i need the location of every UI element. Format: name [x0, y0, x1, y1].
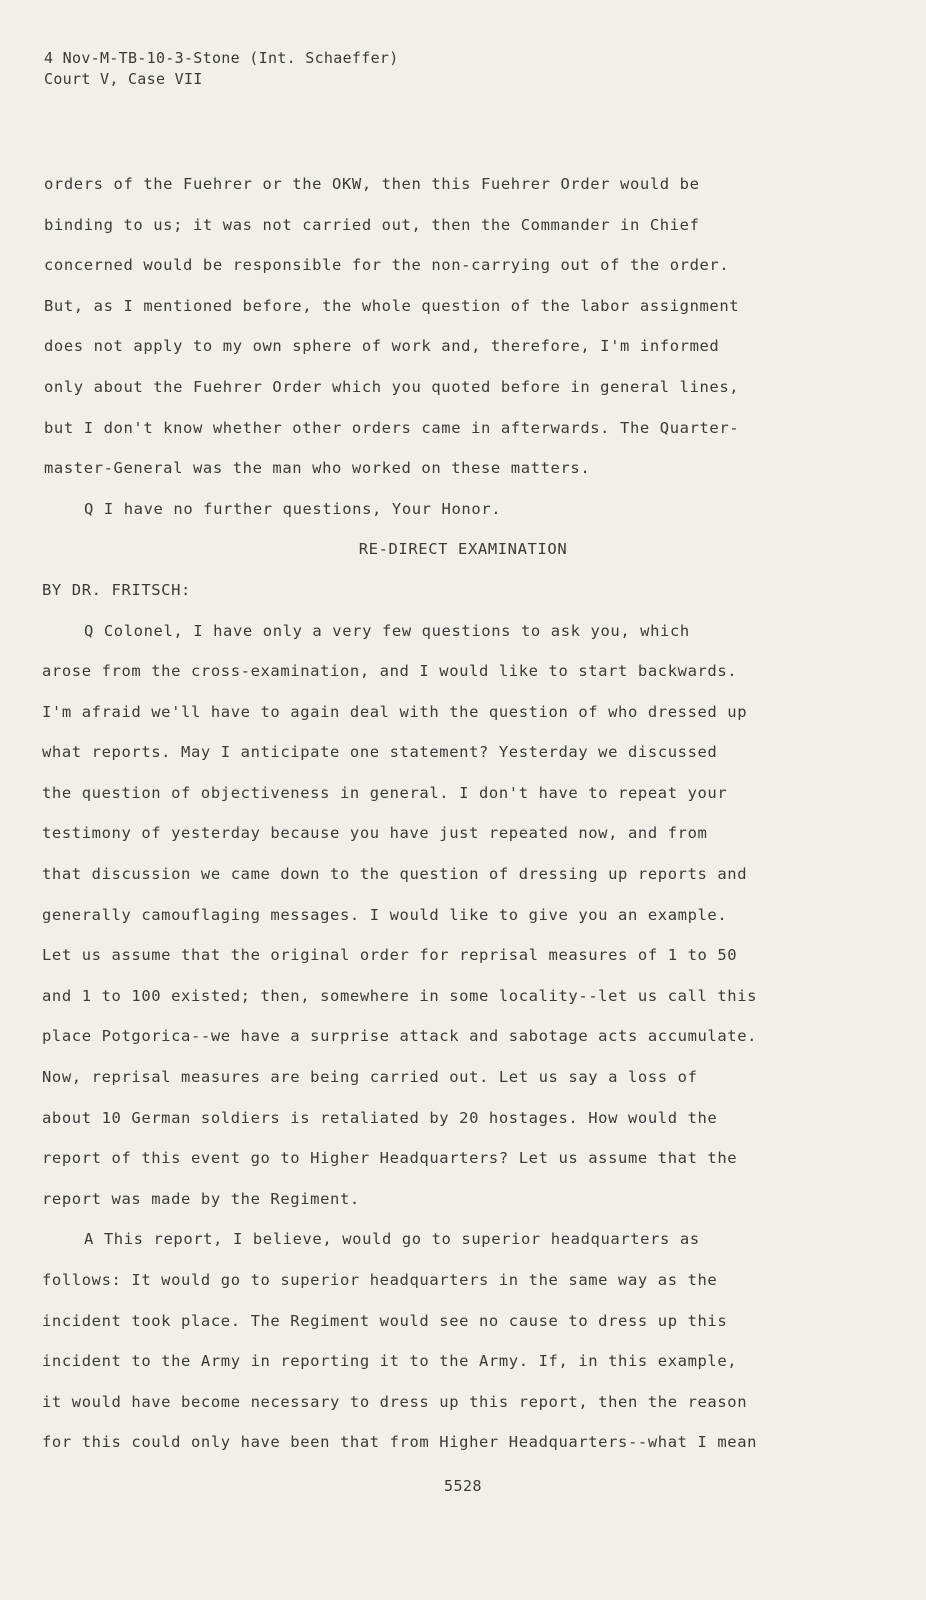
header-line-1: 4 Nov-M-TB-10-3-Stone (Int. Schaeffer): [44, 49, 399, 67]
examiner-label: BY DR. FRITSCH:: [42, 581, 191, 599]
text-line: Let us assume that the original order for reprisal measures of 1 to 50: [42, 946, 738, 964]
text-line: incident to the Army in reporting it to the Army. If, in this example,: [42, 1352, 738, 1370]
text-line: I'm afraid we'll have to again deal with the question of who dressed up: [42, 703, 748, 721]
section-heading: RE-DIRECT EXAMINATION: [358, 540, 568, 558]
text-line: Now, reprisal measures are being carried out. Let us say a loss of: [42, 1068, 698, 1086]
text-line: about 10 German soldiers is retaliated by 20 hostages. How would the: [42, 1109, 718, 1127]
text-line: but I don't know whether other orders came in afterwards. The Quarter-: [44, 419, 740, 437]
text-line: only about the Fuehrer Order which you quoted before in general lines,: [44, 378, 740, 396]
question-line: Q I have no further questions, Your Honor.: [84, 500, 502, 518]
text-line: what reports. May I anticipate one statement? Yesterday we discussed: [42, 743, 718, 761]
text-line: report was made by the Regiment.: [42, 1190, 360, 1208]
text-line: for this could only have been that from Higher Headquarters--what I mean: [42, 1433, 758, 1451]
page-number: 5528: [443, 1477, 483, 1495]
text-line: But, as I mentioned before, the whole question of the labor assignment: [44, 297, 740, 315]
text-line: follows: It would go to superior headquarters in the same way as the: [42, 1271, 718, 1289]
text-line: report of this event go to Higher Headquarters? Let us assume that the: [42, 1149, 738, 1167]
text-line: binding to us; it was not carried out, then the Commander in Chief: [44, 216, 700, 234]
header-line-2: Court V, Case VII: [44, 70, 203, 88]
text-line: master-General was the man who worked on these matters.: [44, 459, 591, 477]
text-line: that discussion we came down to the question of dressing up reports and: [42, 865, 748, 883]
answer-line: A This report, I believe, would go to superior headquarters as: [84, 1230, 700, 1248]
text-line: orders of the Fuehrer or the OKW, then this Fuehrer Order would be: [44, 175, 700, 193]
text-line: generally camouflaging messages. I would like to give you an example.: [42, 906, 728, 924]
text-line: it would have become necessary to dress up this report, then the reason: [42, 1393, 748, 1411]
text-line: place Potgorica--we have a surprise attack and sabotage acts accumulate.: [42, 1027, 758, 1045]
text-line: concerned would be responsible for the non-carrying out of the order.: [44, 256, 730, 274]
text-line: incident took place. The Regiment would see no cause to dress up this: [42, 1312, 728, 1330]
text-line: does not apply to my own sphere of work and, therefore, I'm informed: [44, 337, 720, 355]
document-header: [44, 48, 399, 90]
text-line: and 1 to 100 existed; then, somewhere in some locality--let us call this: [42, 987, 758, 1005]
question-line: Q Colonel, I have only a very few questions to ask you, which: [84, 622, 690, 640]
text-line: testimony of yesterday because you have just repeated now, and from: [42, 824, 708, 842]
text-line: arose from the cross-examination, and I would like to start backwards.: [42, 662, 738, 680]
text-line: the question of objectiveness in general. I don't have to repeat your: [42, 784, 728, 802]
